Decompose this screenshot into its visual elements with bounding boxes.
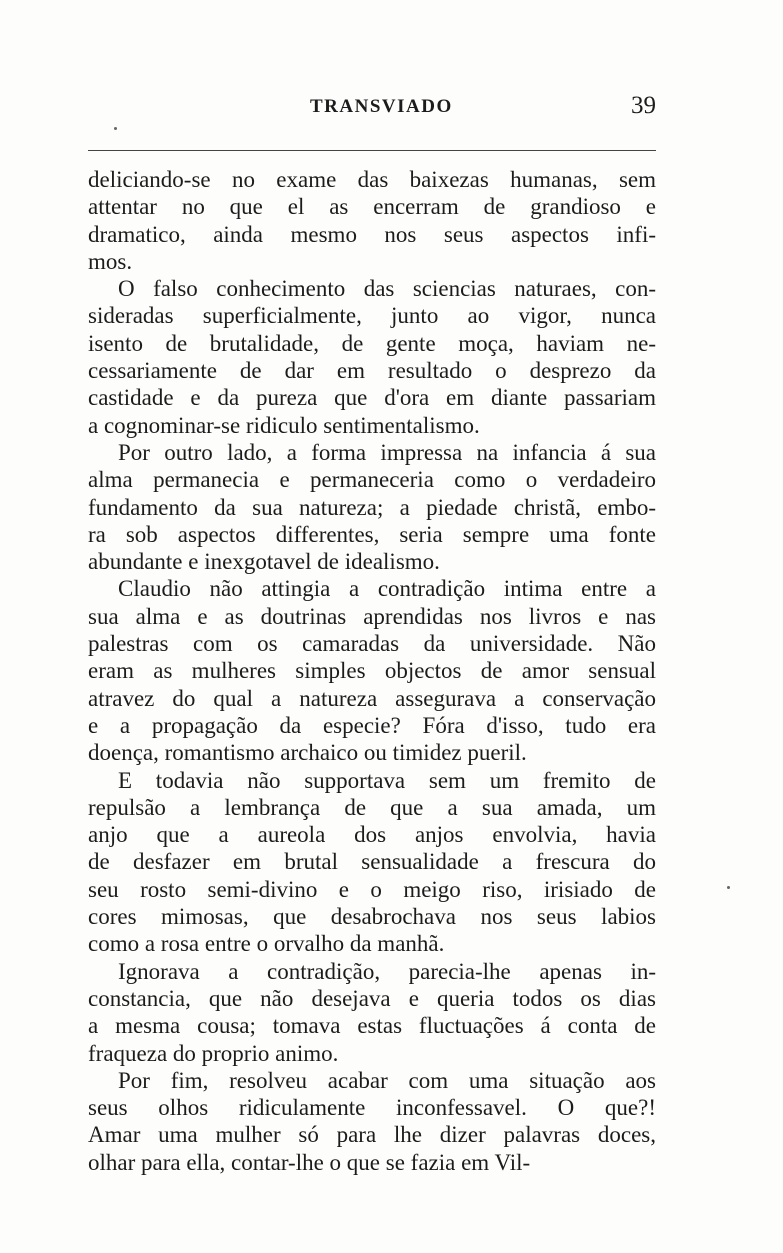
text-line: palestras com os camaradas da universidade. Não xyxy=(88,631,656,657)
text-line: deliciando-se no exame das baixezas humanas, sem xyxy=(88,167,656,192)
text-line: cessariamente de dar em resultado o desprezo da xyxy=(88,358,656,384)
text-line: Por fim, resolveu acabar com uma situação aos xyxy=(118,1067,656,1093)
text-line: doença, romantismo archaico ou timidez pueril. xyxy=(88,740,527,766)
text-line: seus olhos ridiculamente inconfessavel. O que?! xyxy=(88,1095,656,1121)
text-line: mos. xyxy=(88,248,133,274)
text-line: seu rosto semi-divino e o meigo riso, irisiado de xyxy=(88,876,656,902)
text-line: a cognominar-se ridiculo sentimentalismo. xyxy=(88,412,480,438)
paragraph xyxy=(88,166,656,275)
text-line: a mesma cousa; tomava estas fluctuações á conta de xyxy=(88,1013,656,1039)
text-line: como a rosa entre o orvalho da manhã. xyxy=(88,931,445,957)
text-line: cores mimosas, que desabrochava nos seus labios xyxy=(88,904,656,930)
text-line: dramatico, ainda mesmo nos seus aspectos infi- xyxy=(88,221,656,247)
paragraph xyxy=(88,575,656,766)
text-line: eram as mulheres simples objectos de amor sensual xyxy=(88,658,656,684)
paragraph xyxy=(88,1067,656,1176)
text-line: olhar para ella, contar-lhe o que se fazia em Vil- xyxy=(88,1149,531,1175)
text-line: ra sob aspectos differentes, seria sempre uma fonte xyxy=(88,521,656,547)
running-title: TRANSVIADO xyxy=(310,96,453,117)
text-line: abundante e inexgotavel de idealismo. xyxy=(88,549,440,575)
text-line: attentar no que el as encerram de grandioso e xyxy=(88,194,656,220)
text-line: Claudio não attingia a contradição intima entre a xyxy=(118,576,656,602)
text-line: anjo que a aureola dos anjos envolvia, havia xyxy=(88,822,656,848)
header-rule xyxy=(88,150,656,151)
print-speck xyxy=(114,127,117,130)
text-line: atravez do qual a natureza assegurava a conservação xyxy=(88,685,656,711)
paragraph xyxy=(88,275,656,439)
text-line: sua alma e as doutrinas aprendidas nos livros e nas xyxy=(88,603,656,629)
page-number: 39 xyxy=(631,92,656,119)
paragraph xyxy=(88,958,656,1067)
paragraph xyxy=(88,767,656,958)
text-line: Por outro lado, a forma impressa na infancia á sua xyxy=(118,439,656,465)
text-line: repulsão a lembrança de que a sua amada, um xyxy=(88,794,656,820)
text-line: de desfazer em brutal sensualidade a frescura do xyxy=(88,849,656,875)
text-line: E todavia não supportava sem um fremito de xyxy=(118,767,656,793)
running-head xyxy=(88,92,656,122)
text-line: Ignorava a contradição, parecia-lhe apenas in- xyxy=(118,958,656,984)
print-speck xyxy=(727,886,730,889)
text-line: Amar uma mulher só para lhe dizer palavras doces, xyxy=(88,1122,656,1148)
text-line: O falso conhecimento das sciencias naturaes, con- xyxy=(118,276,656,302)
text-line: e a propagação da especie? Fóra d'isso, tudo era xyxy=(88,712,656,738)
text-line: fundamento da sua natureza; a piedade christã, embo- xyxy=(88,494,656,520)
text-line: constancia, que não desejava e queria todos os dias xyxy=(88,985,656,1011)
text-line: sideradas superficialmente, junto ao vigor, nunca xyxy=(88,303,656,329)
body-text xyxy=(88,166,656,1176)
text-line: castidade e da pureza que d'ora em diante passariam xyxy=(88,385,656,411)
text-line: fraqueza do proprio animo. xyxy=(88,1040,339,1066)
text-line: alma permanecia e permaneceria como o verdadeiro xyxy=(88,467,656,493)
text-line: isento de brutalidade, de gente moça, haviam ne- xyxy=(88,330,656,356)
paragraph xyxy=(88,439,656,575)
